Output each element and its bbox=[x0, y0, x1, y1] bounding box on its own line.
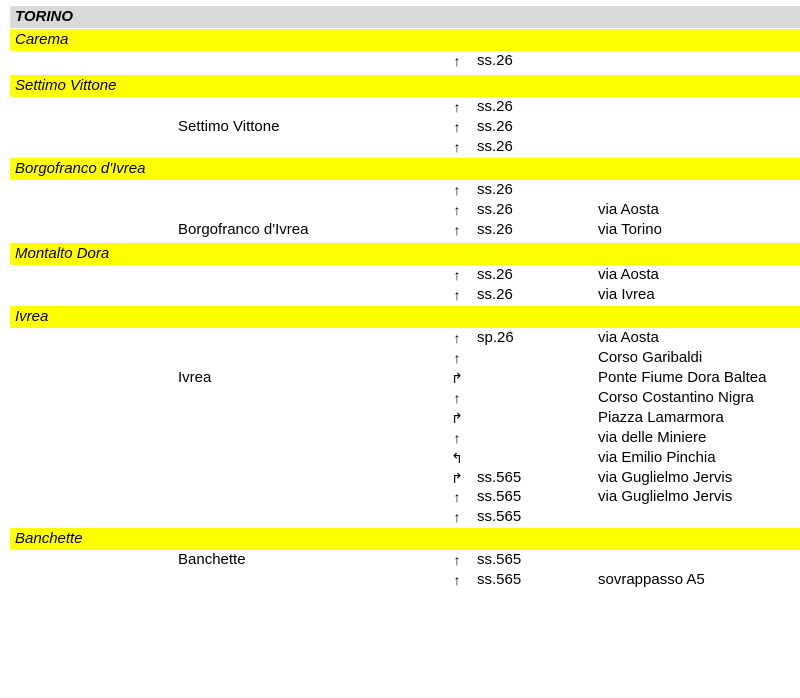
route-row bbox=[0, 97, 800, 117]
region-header: TORINO bbox=[10, 6, 800, 28]
route-row bbox=[0, 137, 800, 157]
route-row bbox=[0, 487, 800, 507]
route-row bbox=[0, 285, 800, 305]
section-header: Borgofranco d'Ivrea bbox=[10, 158, 800, 180]
road-cell: ss.26 bbox=[477, 52, 513, 69]
turn-right-arrow-icon: ↱ bbox=[451, 470, 463, 486]
route-row bbox=[0, 180, 800, 200]
route-row bbox=[0, 388, 800, 408]
road-cell: ss.565 bbox=[477, 571, 522, 588]
turn-left-arrow-icon: ↰ bbox=[451, 450, 463, 466]
route-row bbox=[0, 550, 800, 570]
street-cell: via Guglielmo Jervis bbox=[598, 488, 733, 505]
route-row bbox=[0, 117, 800, 137]
straight-arrow-icon: ↑ bbox=[453, 430, 461, 446]
straight-arrow-icon: ↑ bbox=[453, 489, 461, 505]
road-cell: ss.565 bbox=[477, 508, 522, 525]
road-cell: ss.26 bbox=[477, 201, 513, 218]
straight-arrow-icon: ↑ bbox=[453, 182, 461, 198]
straight-arrow-icon: ↑ bbox=[453, 287, 461, 303]
street-cell: via Emilio Pinchia bbox=[598, 449, 716, 466]
route-row bbox=[0, 428, 800, 448]
turn-right-arrow-icon: ↱ bbox=[451, 370, 463, 386]
street-cell: via Torino bbox=[598, 221, 662, 238]
road-cell: ss.26 bbox=[477, 181, 513, 198]
street-cell: Corso Costantino Nigra bbox=[598, 389, 754, 406]
street-cell: via Aosta bbox=[598, 329, 659, 346]
straight-arrow-icon: ↑ bbox=[453, 222, 461, 238]
section-header: Montalto Dora bbox=[10, 243, 800, 265]
street-cell: via Ivrea bbox=[598, 286, 655, 303]
straight-arrow-icon: ↑ bbox=[453, 390, 461, 406]
section-header: Settimo Vittone bbox=[10, 75, 800, 97]
straight-arrow-icon: ↑ bbox=[453, 53, 461, 69]
town-cell: Settimo Vittone bbox=[178, 118, 280, 135]
town-cell: Borgofranco d'Ivrea bbox=[178, 221, 309, 238]
route-row bbox=[0, 448, 800, 468]
street-cell: via Aosta bbox=[598, 201, 659, 218]
road-cell: ss.565 bbox=[477, 488, 522, 505]
route-row bbox=[0, 348, 800, 368]
town-cell: Ivrea bbox=[178, 369, 212, 386]
road-cell: sp.26 bbox=[477, 329, 514, 346]
street-cell: Ponte Fiume Dora Baltea bbox=[598, 369, 767, 386]
section-header: Ivrea bbox=[10, 306, 800, 328]
route-row bbox=[0, 570, 800, 590]
route-row bbox=[0, 368, 800, 388]
road-cell: ss.26 bbox=[477, 138, 513, 155]
route-row bbox=[0, 220, 800, 240]
straight-arrow-icon: ↑ bbox=[453, 572, 461, 588]
street-cell: Corso Garibaldi bbox=[598, 349, 703, 366]
street-cell: via Aosta bbox=[598, 266, 659, 283]
town-cell: Banchette bbox=[178, 551, 246, 568]
straight-arrow-icon: ↑ bbox=[453, 139, 461, 155]
straight-arrow-icon: ↑ bbox=[453, 267, 461, 283]
street-cell: sovrappasso A5 bbox=[598, 571, 705, 588]
route-row bbox=[0, 408, 800, 428]
straight-arrow-icon: ↑ bbox=[453, 350, 461, 366]
route-row bbox=[0, 51, 800, 71]
section-header: Banchette bbox=[10, 528, 800, 550]
straight-arrow-icon: ↑ bbox=[453, 552, 461, 568]
route-row bbox=[0, 468, 800, 488]
road-cell: ss.26 bbox=[477, 118, 513, 135]
section-header: Carema bbox=[10, 29, 800, 51]
turn-right-arrow-icon: ↱ bbox=[451, 410, 463, 426]
straight-arrow-icon: ↑ bbox=[453, 202, 461, 218]
route-row bbox=[0, 200, 800, 220]
road-cell: ss.565 bbox=[477, 469, 522, 486]
route-row bbox=[0, 328, 800, 348]
street-cell: Piazza Lamarmora bbox=[598, 409, 724, 426]
street-cell: via delle Miniere bbox=[598, 429, 707, 446]
straight-arrow-icon: ↑ bbox=[453, 330, 461, 346]
road-cell: ss.565 bbox=[477, 551, 522, 568]
road-cell: ss.26 bbox=[477, 286, 513, 303]
straight-arrow-icon: ↑ bbox=[453, 119, 461, 135]
straight-arrow-icon: ↑ bbox=[453, 99, 461, 115]
road-cell: ss.26 bbox=[477, 98, 513, 115]
road-cell: ss.26 bbox=[477, 221, 513, 238]
street-cell: via Guglielmo Jervis bbox=[598, 469, 733, 486]
route-row bbox=[0, 265, 800, 285]
route-row bbox=[0, 507, 800, 527]
straight-arrow-icon: ↑ bbox=[453, 509, 461, 525]
road-cell: ss.26 bbox=[477, 266, 513, 283]
